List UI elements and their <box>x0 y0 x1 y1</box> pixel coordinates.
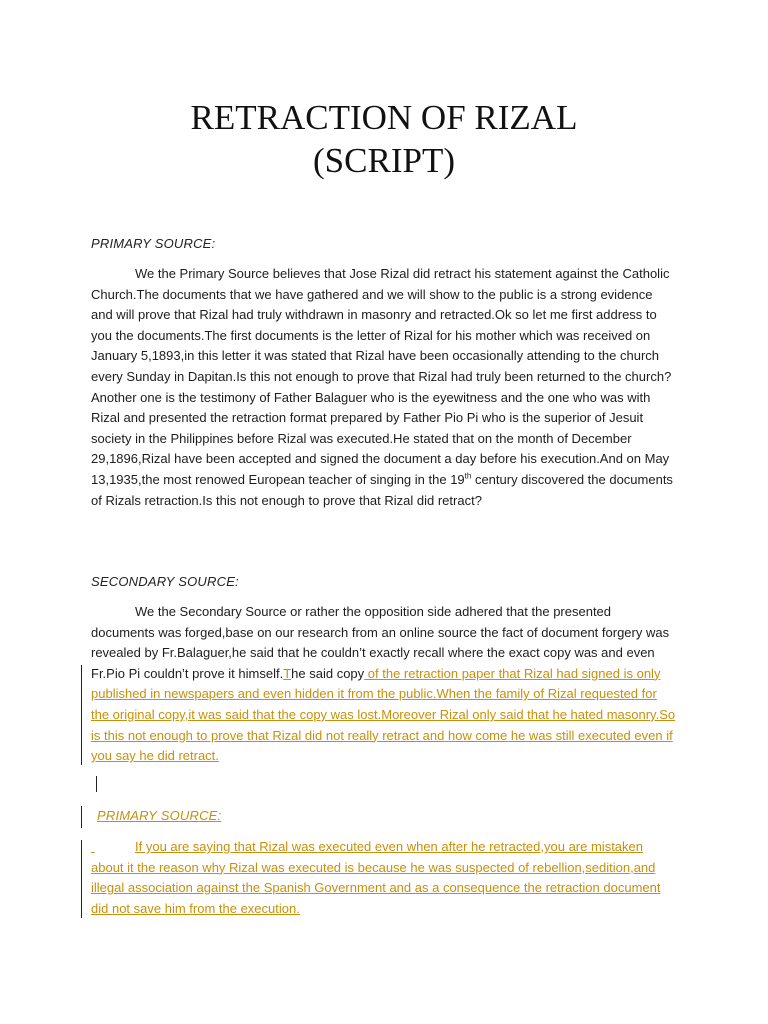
tracked-insertion: If you are saying that Rizal was executed even when after he retracted,you are mistaken about it the reason why Rizal was executed is because he was suspected of rebellion,sedition,and illegal association against the Spanish Government and as a consequence the retraction document did not save him from the execution. <box>91 839 661 916</box>
paragraph-indent <box>91 837 135 858</box>
tracked-insertion: of the retraction paper that Rizal had signed is only published in newspapers and even hidden it from the public.When the family of Rizal requested for the original copy,it was said that the copy was lost.Moreover Rizal only said that he hated masonry.So is this not enough to prove that Rizal did not really retract and how come he was still executed even if you say he did retract. <box>91 665 676 764</box>
section-heading-secondary-source: SECONDARY SOURCE: <box>91 574 239 589</box>
document-title: RETRACTION OF RIZAL <box>190 98 578 137</box>
paragraph-primary-source <box>91 264 677 511</box>
paragraph-primary-source-rebuttal <box>91 837 677 919</box>
ordinal-suffix: th <box>464 471 472 481</box>
tracked-insertion: T <box>283 665 292 681</box>
section-heading-primary-source: PRIMARY SOURCE: <box>91 236 216 251</box>
paragraph-secondary-source <box>91 602 677 767</box>
section-heading-primary-source-rebuttal: PRIMARY SOURCE: <box>97 808 222 823</box>
change-bar <box>81 806 82 828</box>
paragraph-text: We the Primary Source believes that Jose Rizal did retract his statement against the Catholic Church.The documents that we have gathered and we will show to the public is a strong evidence and will prove that Rizal had truly withdrawn in masonry and retracted.Ok so let me first address to you the documents.The first documents is the letter of Rizal for his mother which was received on January 5,1893,in this letter it was stated that Rizal have been occasionally attending to the church every Sunday in Dapitan.Is this not enough to prove that Rizal had truly been returned to the church?Another one is the testimony of Father Balaguer who is the eyewitness and the one who was with Rizal and presented the retraction format prepared by Father Pio Pi who is the superior of Jesuit society in the Philippines before Rizal was executed.He stated that on the month of December 29,1896,Rizal have been accepted and signed the document a day before his execution.And on May 13,1935,the most renowed European teacher of singing in the 19 <box>91 266 672 487</box>
change-bar <box>81 840 82 918</box>
paragraph-text: We the Secondary Source or rather the opposition side adhered that the presented documents was forged,base on our research from an online source the fact of document forgery was revealed by Fr.Balaguer,he said that he couldn’t exactly recall where the exact copy was and even Fr.Pio Pi couldn’t prove it himself. <box>91 604 670 681</box>
change-bar <box>81 665 82 765</box>
text-cursor <box>96 776 97 792</box>
paragraph-text: he said copy <box>291 665 365 681</box>
document-subtitle: (SCRIPT) <box>313 141 455 180</box>
paragraph-text: century discovered the documents of Rizals retraction.Is this not enough to prove that Rizal did retract? <box>91 471 673 508</box>
